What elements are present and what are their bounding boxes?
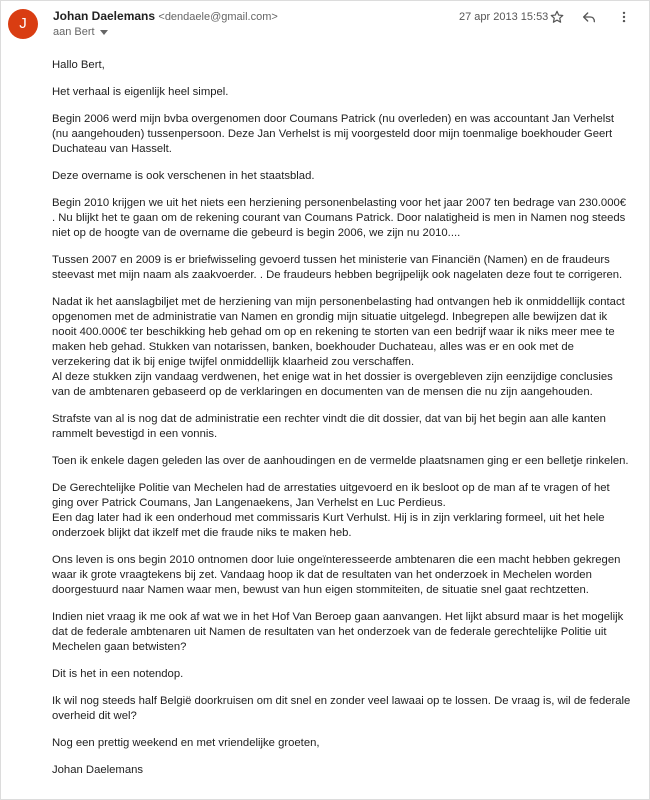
paragraph: Al deze stukken zijn vandaag verdwenen, het enige wat in het dossier is overgebleven zijn eenzijdige conclusies van de ambtenaren gebaseerd op de verklaringen en documenten van de mensen die nu zijn aangehouden. [52, 371, 613, 398]
more-vertical-icon [617, 9, 631, 25]
sender-avatar[interactable]: J [8, 9, 38, 39]
paragraph: Dit is het in een notendop. [52, 668, 184, 680]
paragraph: Ons leven is ons begin 2010 ontnomen door luie ongeïnteresseerde ambtenaren die een macht hebben gekregen waar ik grote vraagtekens bij zet. Vandaag hoop ik dat de resultaten van het onderzoek in Mechelen worden doorgestuurd naar Namen waar men, bewust van hun eigen stommiteiten, de situatie snel gaat rechtzetten. [52, 554, 621, 596]
paragraph: Tussen 2007 en 2009 is er briefwisseling gevoerd tussen het ministerie van Financiën (Namen) en de fraudeurs steevast met mijn naam als zaakvoerder. . De fraudeurs hebben begrijpelijk ook nagelaten deze fout te corrigeren. [52, 254, 623, 281]
reply-button[interactable] [579, 7, 599, 27]
paragraph: Ik wil nog steeds half België doorkruisen om dit snel en zonder veel lawaai op te lossen. De vraag is, wil de federale overheid dit wel? [52, 695, 631, 722]
paragraph: Een dag later had ik een onderhoud met commissaris Kurt Verhulst. Hij is in zijn verklaring formeel, uit het hele onderzoek blijkt dat ikzelf met die fraude niks te maken heb. [52, 512, 605, 539]
recipient-details-toggle[interactable] [53, 26, 108, 38]
paragraph: Toen ik enkele dagen geleden las over de aanhoudingen en de vermelde plaatsnamen ging er een belletje rinkelen. [52, 455, 629, 467]
paragraph: Indien niet vraag ik me ook af wat we in het Hof Van Beroep gaan aanvangen. Het lijkt absurd maar is het mogelijk dat de federale ambtenaren uit Namen de resultaten van het onderzoek van de federale gerechtelijke Politie uit Mechelen gaan betwisten? [52, 611, 624, 653]
chevron-down-icon[interactable] [100, 30, 108, 35]
star-icon [549, 9, 565, 25]
message-date: 27 apr 2013 15:53 [459, 11, 549, 23]
paragraph: Begin 2010 krijgen we uit het niets een herziening personenbelasting voor het jaar 2007 ten bedrage van 230.000€ . Nu blijkt het te gaan om de rekening courant van Coumans Patrick. Door nalatigheid is men in Namen nog steeds niet op de hoogte van de overname die gebeurd is begin 2006, we zijn nu 2010.... [52, 197, 627, 239]
recipient-label: aan Bert [53, 26, 95, 38]
sender-name[interactable]: Johan Daelemans [53, 9, 156, 23]
signature: Johan Daelemans [52, 764, 144, 776]
paragraph: Het verhaal is eigenlijk heel simpel. [52, 86, 229, 98]
email-body [52, 58, 632, 790]
paragraph: Strafste van al is nog dat de administratie een rechter vindt die dit dossier, dat van bij het begin aan alle kanten rammelt bevestigd in een vonnis. [52, 413, 606, 440]
sender-email: <dendaele@gmail.com> [158, 11, 278, 23]
paragraph: Begin 2006 werd mijn bvba overgenomen door Coumans Patrick (nu overleden) en was accountant Jan Verhelst (nu aangehouden) tussenpersoon. Deze Jan Verhelst is mij voorgesteld door mijn toenmalige boekhouder Geert Duchateau van Hasselt. [52, 113, 615, 155]
greeting: Hallo Bert, [52, 59, 105, 71]
paragraph: Nadat ik het aanslagbiljet met de herziening van mijn personenbelasting had ontvangen heb ik onmiddellijk contact opgenomen met de administratie van Namen en grondig mijn situatie uitgelegd. Inbegrepen alle bewijzen dat ik nooit 400.000€ ter beschikking heb gehad om op en rekening te storten van een bedrijf waar ik niks meer mee te maken heb gehad. Stukken van notarissen, banken, boekhouder Duchateau, alles was er en ook met de verzekering dat ik bij enige twijfel onmiddellijk klaarheid zou verschaffen. [52, 296, 625, 368]
closing: Nog een prettig weekend en met vriendelijke groeten, [52, 737, 320, 749]
more-options-button[interactable] [614, 7, 634, 27]
star-button[interactable] [547, 7, 567, 27]
paragraph: Deze overname is ook verschenen in het staatsblad. [52, 170, 315, 182]
sender-line [53, 9, 278, 23]
paragraph: De Gerechtelijke Politie van Mechelen had de arrestaties uitgevoerd en ik besloot op de man af te vragen of het ging over Patrick Coumans, Jan Langenaekens, Jan Verhelst en Luc Perdieus. [52, 482, 610, 509]
reply-icon [581, 9, 597, 25]
